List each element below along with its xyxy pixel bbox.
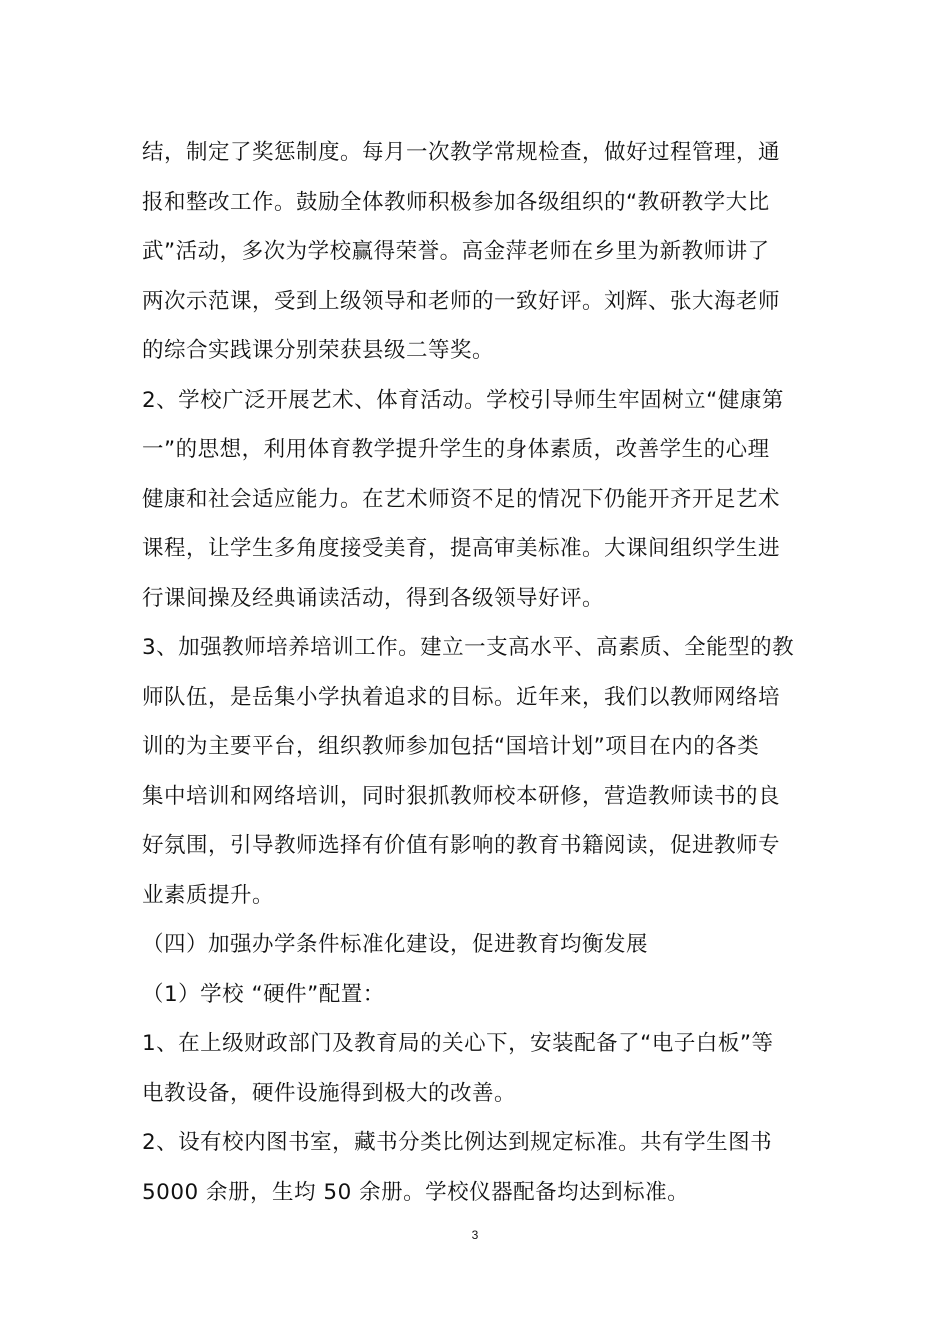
text-line: 结，制定了奖惩制度。每月一次教学常规检查，做好过程管理，通 — [142, 140, 781, 165]
text-line: 一”的思想，利用体育教学提升学生的身体素质，改善学生的心理 — [142, 437, 770, 462]
text-line: 集中培训和网络培训，同时狠抓教师校本研修，营造教师读书的良 — [142, 783, 781, 809]
section-heading: （四）加强办学条件标准化建设，促进教育均衡发展 — [142, 932, 649, 957]
text-line: 的综合实践课分别荣获县级二等奖。 — [142, 338, 495, 363]
text-line: 2、学校广泛开展艺术、体育活动。学校引导师生牢固树立“健康第 — [142, 387, 784, 413]
text-line: 1、在上级财政部门及教育局的关心下，安装配备了“电子白板”等 — [142, 1031, 774, 1056]
text-line: 课程，让学生多角度接受美育，提高审美标准。大课间组织学生进 — [142, 536, 781, 561]
text-line: 3、加强教师培养培训工作。建立一支高水平、高素质、全能型的教 — [142, 635, 795, 660]
subsection-heading: （1）学校 “硬件”配置： — [142, 981, 385, 1007]
text-line: 电教设备，硬件设施得到极大的改善。 — [142, 1080, 517, 1106]
text-line: 师队伍，是岳集小学执着追求的目标。近年来，我们以教师网络培 — [142, 684, 781, 710]
body-text — [142, 128, 807, 1217]
text-line: 报和整改工作。鼓励全体教师积极参加各级组织的“教研教学大比 — [142, 189, 770, 215]
text-line: 5000 余册，生均 50 余册。学校仪器配备均达到标准。 — [142, 1179, 690, 1205]
text-line: 训的为主要平台，组织教师参加包括“国培计划”项目在内的各类 — [142, 734, 760, 759]
text-line: 行课间操及经典诵读活动，得到各级领导好评。 — [142, 585, 605, 611]
text-line: 2、设有校内图书室，藏书分类比例达到规定标准。共有学生图书 — [142, 1130, 773, 1155]
text-line: 武”活动，多次为学校赢得荣誉。高金萍老师在乡里为新教师讲了 — [142, 239, 770, 264]
text-line: 健康和社会适应能力。在艺术师资不足的情况下仍能开齐开足艺术 — [142, 486, 781, 512]
text-line: 两次示范课，受到上级领导和老师的一致好评。刘辉、张大海老师 — [142, 288, 781, 314]
text-line: 好氛围，引导教师选择有价值有影响的教育书籍阅读，促进教师专 — [142, 833, 781, 858]
page-number: 3 — [471, 1228, 479, 1242]
text-line: 业素质提升。 — [142, 882, 275, 908]
